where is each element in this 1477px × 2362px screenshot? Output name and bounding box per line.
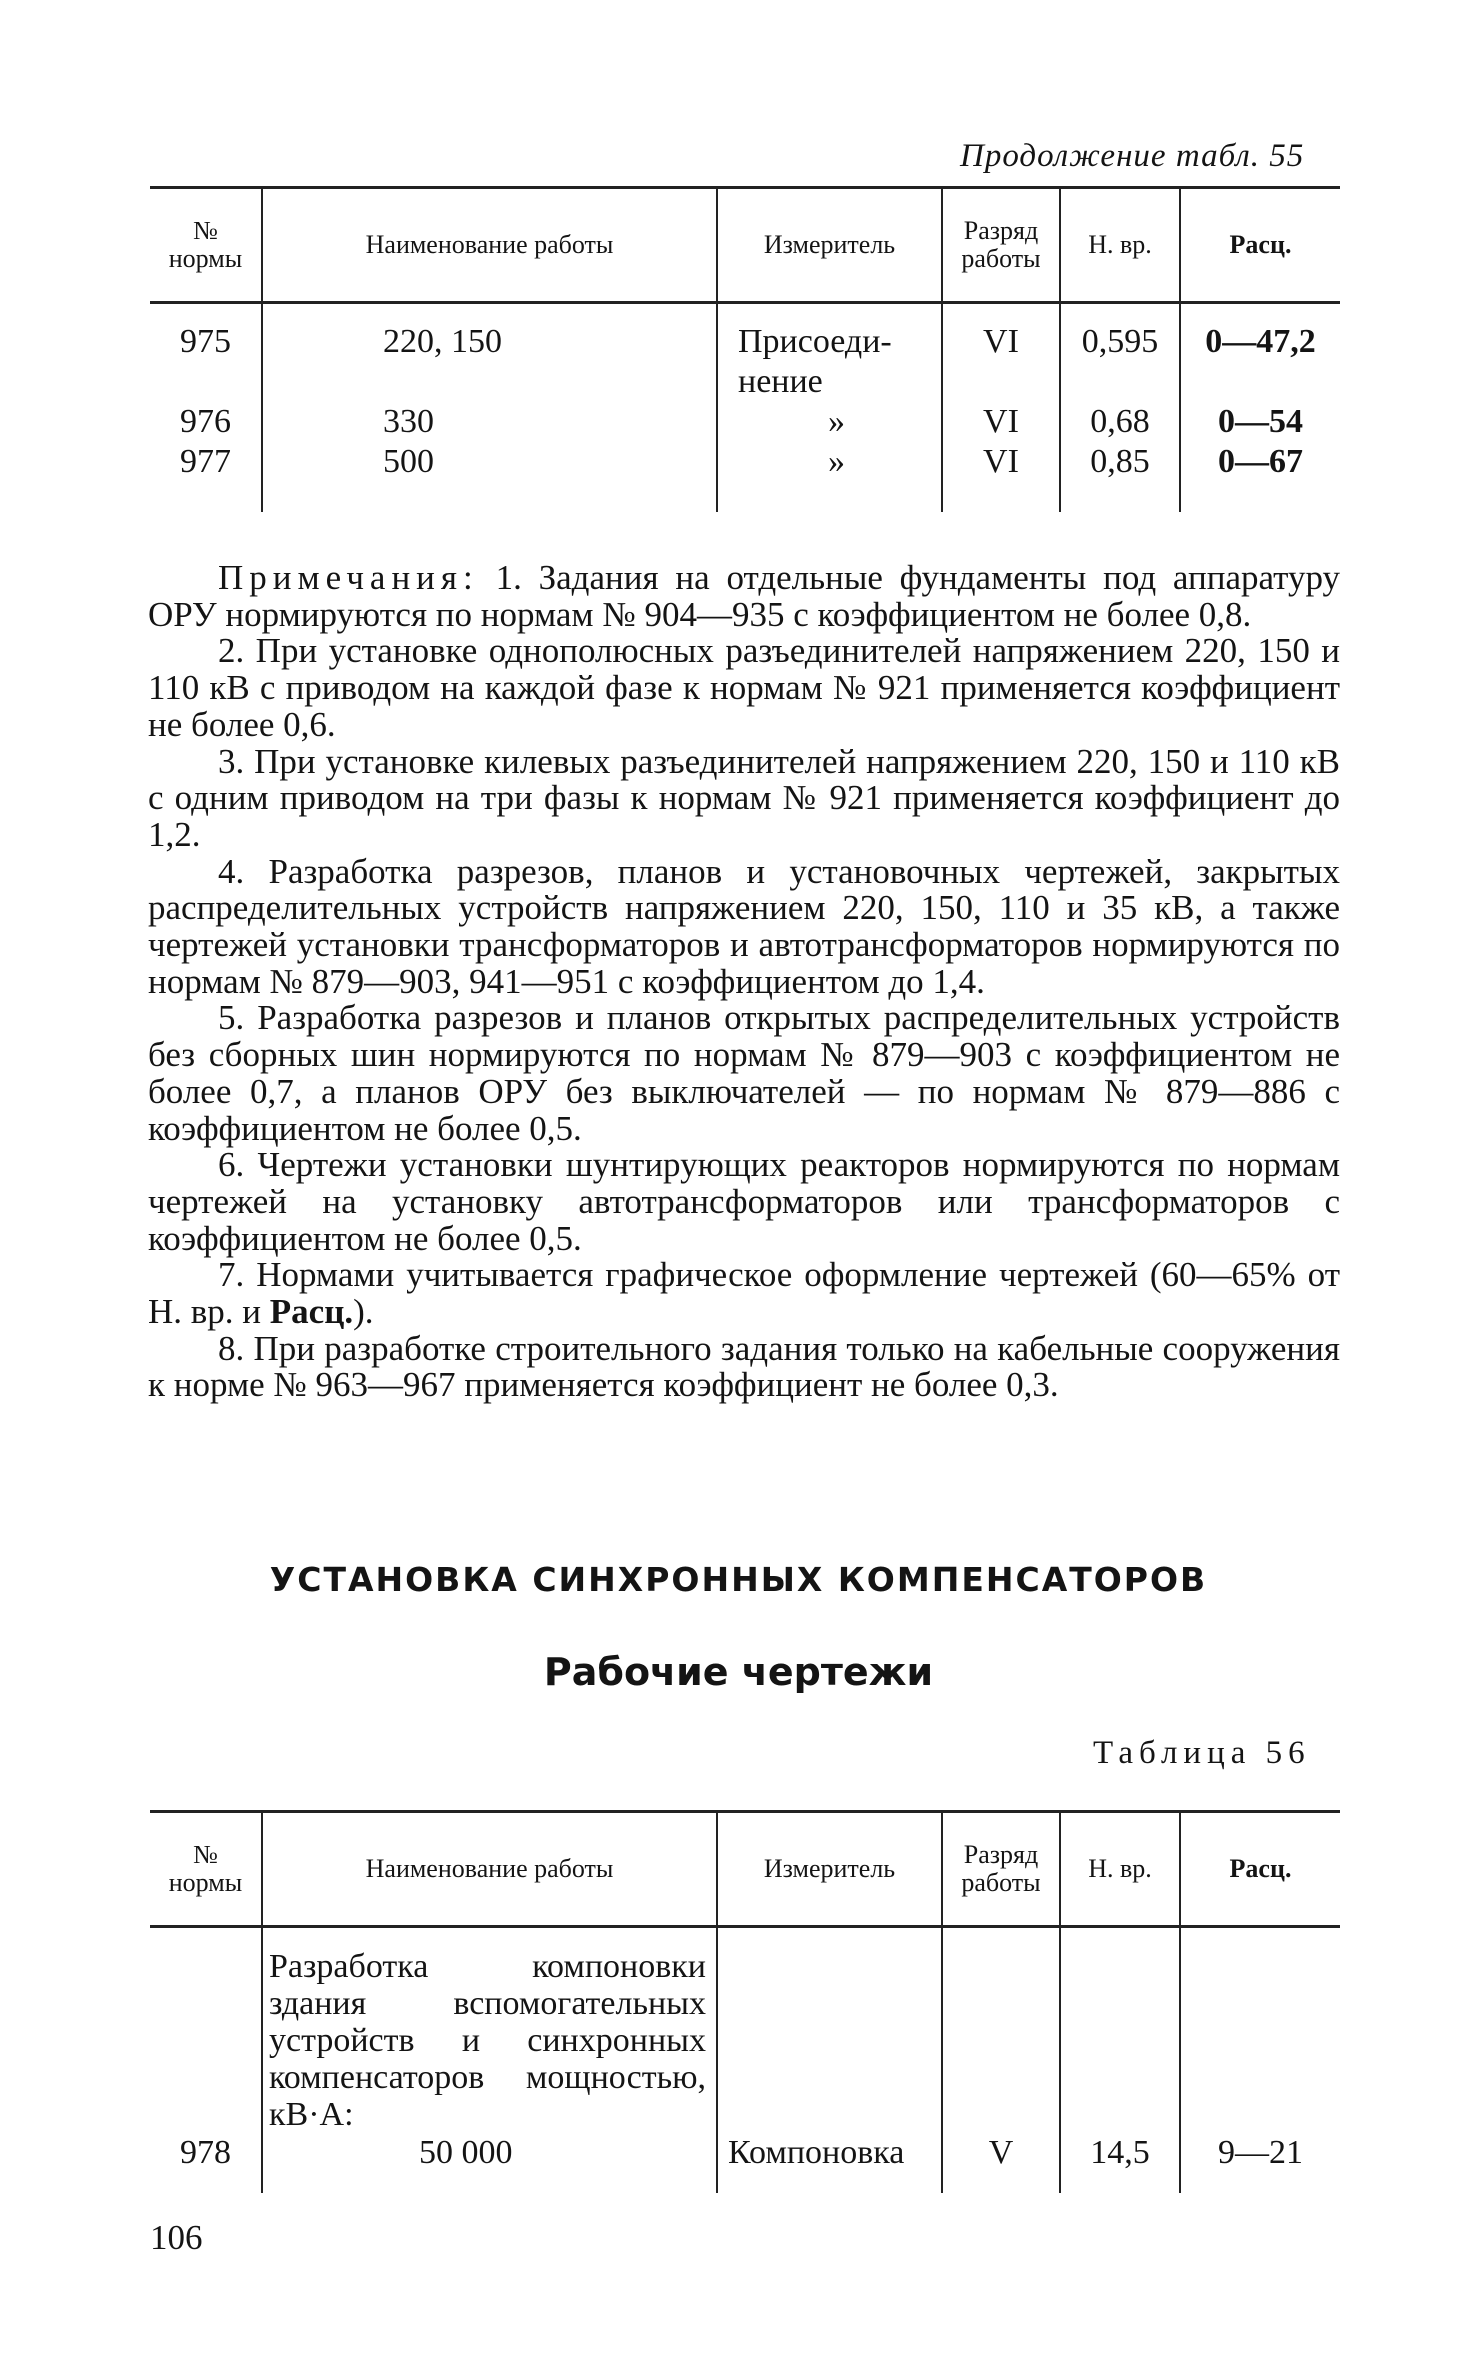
- note-6: 6. Чертежи установки шунтирующих реакторов нормируются по нормам чертежей на установку автотрансформаторов или трансформаторов с коэффициентом не более 0,5.: [148, 1145, 1340, 1258]
- header-work-name: Наименование работы: [262, 188, 717, 303]
- table-56: [150, 1810, 1340, 2193]
- header-rate: Расц.: [1180, 1812, 1340, 1927]
- notes-lead: Примечания:: [218, 558, 479, 597]
- cell-time: 0,595: [1060, 303, 1180, 403]
- header-rate: Расц.: [1180, 188, 1340, 303]
- cell-desc: Разработка компоновки здания вспомогательных устройств и синхронных компенсаторов мощностью, кВ·А:: [269, 1948, 706, 2133]
- cell-name: 500: [262, 442, 717, 512]
- note-1-text: 1. Задания на отдельные фундаменты под аппаратуру ОРУ нормируются по нормам № 904—935 с коэффициентом не более 0,8.: [148, 558, 1340, 634]
- cell-grade: V: [942, 1927, 1060, 2194]
- cell-num: 978: [180, 2134, 231, 2171]
- cell-unit: »: [717, 442, 942, 512]
- table-row: [150, 303, 1340, 403]
- table-55: [150, 186, 1340, 512]
- table-row: [150, 402, 1340, 442]
- cell-unit: Компоновка: [717, 1927, 942, 2194]
- header-norm-number: № нормы: [168, 216, 243, 273]
- continuation-caption: Продолжение табл. 55: [960, 138, 1305, 174]
- note-2: 2. При установке однополюсных разъединителей напряжением 220, 150 и 110 кВ с приводом на каждой фазе к нормам № 921 применяется коэффициент не более 0,6.: [148, 631, 1340, 744]
- header-norm-number: № нормы: [168, 1840, 243, 1897]
- cell-grade: VI: [942, 402, 1060, 442]
- section-title: УСТАНОВКА СИНХРОННЫХ КОМПЕНСАТОРОВ: [269, 1560, 1208, 1599]
- note-7: [148, 1257, 1340, 1330]
- cell-name: 330: [262, 402, 717, 442]
- note-3: 3. При установке килевых разъединителей напряжением 220, 150 и 110 кВ с одним приводом на три фазы к нормам № 921 применяется коэффициент до 1,2.: [148, 741, 1340, 854]
- cell-rate: 0—67: [1180, 442, 1340, 512]
- cell-rate: 0—47,2: [1180, 303, 1340, 403]
- note-7-bold: Расц.: [269, 1292, 354, 1332]
- table-56-caption: Таблица 56: [1093, 1735, 1311, 1771]
- table-row: [150, 1927, 1340, 2194]
- header-grade: Разряд работы: [942, 1812, 1060, 1927]
- cell-num: 975: [180, 323, 231, 360]
- note-8: 8. При разработке строительного задания только на кабельные сооружения к норме № 963—967 применяется коэффициент не более 0,3.: [148, 1328, 1340, 1405]
- header-unit: Измеритель: [717, 1812, 942, 1927]
- header-grade: Разряд работы: [942, 188, 1060, 303]
- cell-num: 976: [180, 403, 231, 440]
- header-work-name: Наименование работы: [262, 1812, 717, 1927]
- table-row: [150, 442, 1340, 512]
- cell-unit: Присоеди- нение: [717, 303, 942, 403]
- page-number: 106: [150, 2218, 203, 2257]
- header-unit: Измеритель: [717, 188, 942, 303]
- header-time: Н. вр.: [1060, 188, 1180, 303]
- cell-grade: VI: [942, 442, 1060, 512]
- note-7-end: ).: [353, 1292, 374, 1332]
- sub-title: Рабочие чертежи: [543, 1650, 934, 1694]
- note-5: 5. Разработка разрезов и планов открытых распределительных устройств без сборных шин нормируются по нормам № 879—903 с коэффициентом не более 0,7, а планов ОРУ без выключателей — по нормам № 879—886 с коэффициентом не более 0,5.: [148, 998, 1340, 1148]
- cell-rate: 9—21: [1180, 1927, 1340, 2194]
- note-7-text: 7. Нормами учитывается графическое оформление чертежей (60—65% от Н. вр. и: [148, 1255, 1340, 1332]
- cell-name: [262, 1927, 717, 2194]
- cell-time: 14,5: [1060, 1927, 1180, 2194]
- cell-rate: 0—54: [1180, 402, 1340, 442]
- cell-time: 0,85: [1060, 442, 1180, 512]
- table-header-row: [150, 1812, 1340, 1927]
- cell-grade: VI: [942, 303, 1060, 403]
- table-header-row: [150, 188, 1340, 303]
- cell-value: 50 000: [419, 2134, 513, 2171]
- cell-unit: »: [717, 402, 942, 442]
- cell-num: 977: [180, 443, 231, 480]
- header-time: Н. вр.: [1060, 1812, 1180, 1927]
- notes-block: [148, 560, 1340, 1404]
- cell-time: 0,68: [1060, 402, 1180, 442]
- cell-name: 220, 150: [262, 303, 717, 403]
- note-4: 4. Разработка разрезов, планов и установочных чертежей, закрытых распределительных устройств напряжением 220, 150, 110 и 35 кВ, а также чертежей установки трансформаторов и автотрансформаторов нормируются по нормам № 879—903, 941—951 с коэффициентом до 1,4.: [148, 851, 1340, 1001]
- note-1: [148, 560, 1340, 633]
